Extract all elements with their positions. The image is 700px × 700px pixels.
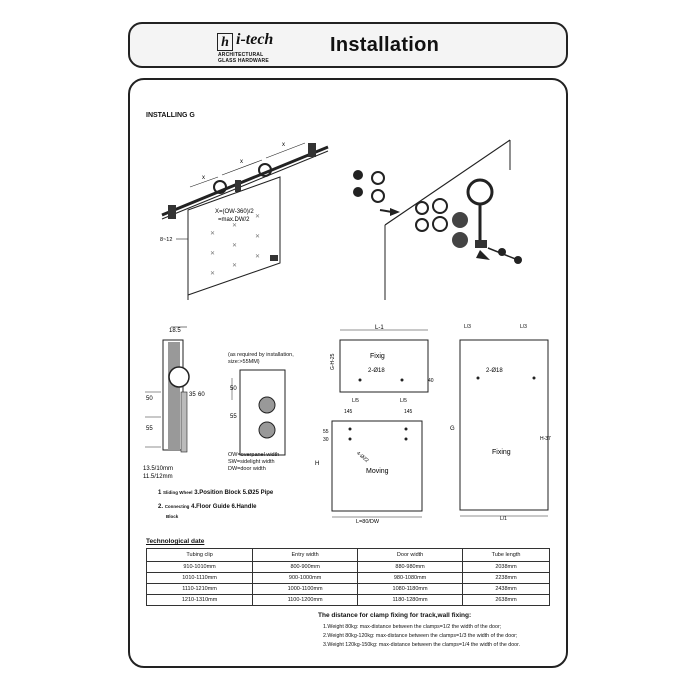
fixig-l5: L/5: [352, 398, 359, 404]
dim-55-b: 55: [230, 414, 237, 420]
moving-30: 30: [323, 437, 329, 443]
dim-55-a: 55: [146, 426, 153, 432]
svg-text:✕: ✕: [255, 214, 261, 220]
moving-55: 55: [323, 429, 329, 435]
fixing-l3b: L/3: [520, 324, 527, 330]
handle-profile-diagram: [222, 350, 302, 460]
fixing-holes: 2-Ø18: [486, 368, 503, 374]
table-cell: 1110-1210mm: [147, 584, 253, 595]
installation-note: [228, 352, 294, 366]
legend-1: Sliding Wheel: [163, 490, 193, 495]
table-cell: 2038mm: [463, 562, 550, 573]
tech-table-header-row: [147, 549, 550, 562]
moving-panel-diagram: [310, 405, 440, 525]
svg-text:✕: ✕: [232, 243, 238, 249]
legend-2-num: 2.: [158, 504, 164, 510]
tech-col-header: Entry width: [253, 549, 358, 562]
formula-1: X=(OW-360)/2: [215, 209, 254, 215]
dim-35: 35: [189, 392, 196, 398]
table-cell: 2638mm: [463, 595, 550, 606]
installation-note-line-2: size:>55MM): [228, 359, 260, 365]
table-row: [147, 595, 550, 606]
table-row: [147, 573, 550, 584]
bottom-dim-2: 11.5/12mm: [143, 474, 173, 480]
svg-text:✕: ✕: [255, 234, 261, 240]
table-cell: 1000-1100mm: [253, 584, 358, 595]
table-cell: 980-1080mm: [358, 573, 463, 584]
formula-2: =max.DW/2: [218, 217, 250, 223]
tech-table: [146, 548, 550, 606]
table-cell: 2438mm: [463, 584, 550, 595]
legend-1-num: 1: [158, 490, 162, 496]
brand-subtitle-line-2: GLASS HARDWARE: [218, 58, 269, 64]
def-dw: DW=door width: [228, 466, 266, 472]
table-cell: 1180-1280mm: [358, 595, 463, 606]
svg-text:✕: ✕: [210, 271, 216, 277]
fixing-panel-diagram: [448, 320, 558, 520]
brand-logo-mark: h: [217, 33, 233, 51]
clamp-title: The distance for clamp fixing for track,wall fixing:: [318, 612, 472, 619]
table-cell: 2238mm: [463, 573, 550, 584]
legend-5: 5.Ø25 Pipe: [242, 490, 274, 496]
fixing-l3a: L/3: [464, 324, 471, 330]
fixig-l5b: L/5: [400, 398, 407, 404]
legend-6: 6.Handle: [231, 504, 257, 510]
page-title: Installation: [330, 34, 440, 56]
tech-col-header: Door width: [358, 549, 463, 562]
legend-3: 3.Position Block: [194, 490, 241, 496]
fixig-40: 40: [428, 378, 434, 384]
moving-bottom: L=80/DW: [356, 519, 380, 525]
moving-holes: 4-Ø22: [355, 450, 370, 464]
dim-18-5: 18.5: [169, 328, 181, 334]
svg-text:✕: ✕: [232, 223, 238, 229]
dim-x-2: x: [240, 159, 243, 165]
svg-text:✕: ✕: [255, 254, 261, 260]
dim-50-b: 50: [230, 386, 237, 392]
svg-text:✕: ✕: [210, 231, 216, 237]
table-row: [147, 584, 550, 595]
fixig-l1: L-1: [375, 325, 384, 331]
roller-profile-diagram: [143, 322, 223, 482]
legend-4: 4.Floor Guide: [191, 504, 230, 510]
brand-subtitle: [218, 52, 269, 64]
table-cell: 1080-1180mm: [358, 584, 463, 595]
clamp-line-3: 3.Weight 120kg-150kg: max-distance between the clamps=1/4 the width of the door.: [323, 642, 521, 648]
legend-2b: [166, 514, 178, 520]
tech-col-header: Tubing clip: [147, 549, 253, 562]
moving-145b: 145: [404, 409, 413, 415]
table-cell: 1100-1200mm: [253, 595, 358, 606]
legend-row-2: [158, 504, 256, 510]
fixig-holes: 2-Ø18: [368, 368, 385, 374]
dim-50-a: 50: [146, 396, 153, 402]
table-row: [147, 562, 550, 573]
bottom-dim-1: 13.5/10mm: [143, 466, 174, 472]
fixing-label: Fixing: [492, 449, 511, 456]
fixig-gh: G-H-25: [330, 353, 336, 370]
width-definitions: [228, 452, 279, 473]
tech-col-header: Tube length: [463, 549, 550, 562]
legend-row-1: [158, 490, 273, 496]
tech-table-title: Technological date: [146, 538, 205, 545]
dim-x-3: x: [282, 142, 285, 148]
brand-subtitle-line-1: ARCHITECTURAL: [218, 52, 264, 58]
moving-h: H: [315, 461, 320, 467]
dim-60: 60: [198, 392, 205, 398]
moving-145a: 145: [344, 409, 353, 415]
fixing-l1: L/1: [500, 516, 507, 520]
roller-exploded-diagram: [340, 130, 550, 305]
table-cell: 1210-1310mm: [147, 595, 253, 606]
legend-2b-text: Block: [166, 514, 179, 519]
def-sw: SW=sidelight width: [228, 459, 275, 465]
legend-2a: Connecting: [164, 504, 190, 509]
clamp-line-2: 2.Weight 80kg-120kg: max-distance between the clamps=1/3 the width of the door;: [323, 633, 518, 639]
table-cell: 900-1000mm: [253, 573, 358, 584]
table-cell: 910-1010mm: [147, 562, 253, 573]
door-track-diagram: [140, 125, 340, 305]
fixing-g: G: [450, 426, 455, 432]
svg-text:✕: ✕: [210, 251, 216, 257]
moving-label: Moving: [366, 468, 389, 475]
fixig-panel-diagram: [320, 320, 440, 410]
table-cell: 880-980mm: [358, 562, 463, 573]
table-cell: 1010-1110mm: [147, 573, 253, 584]
dim-x-1: x: [202, 175, 205, 181]
dim-8-12: 8~12: [160, 237, 173, 243]
table-cell: 800-900mm: [253, 562, 358, 573]
installation-note-line-1: (as required by installation,: [228, 352, 294, 358]
fixig-label: Fixig: [370, 353, 385, 360]
svg-text:✕: ✕: [232, 263, 238, 269]
def-ow: OW=overpanel width: [228, 452, 280, 458]
brand-name: i-tech: [236, 31, 274, 48]
section-title: INSTALLING G: [146, 112, 195, 119]
fixing-h37: H-37: [540, 436, 551, 442]
clamp-line-1: 1.Weight 80kg: max-distance between the clamps=1/2 the width of the door;: [323, 624, 502, 630]
